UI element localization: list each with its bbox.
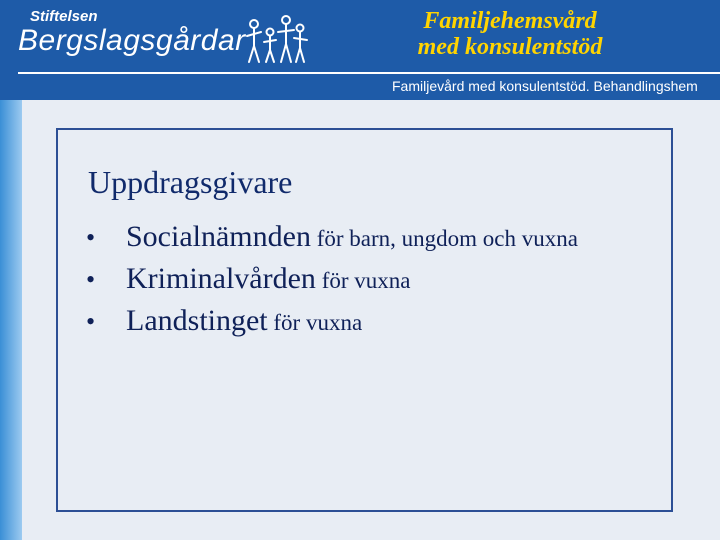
bullet-main-text: Kriminalvården [126, 262, 316, 295]
bullet-sub-text: för barn, ungdom och vuxna [310, 226, 578, 251]
org-name: Bergslagsgårdar [18, 24, 246, 57]
family-figures-icon [242, 10, 310, 66]
bullet-sub-text: för vuxna [315, 268, 411, 293]
list-item [86, 304, 578, 346]
list-item [86, 262, 578, 304]
header-title-line2: med konsulentstöd [417, 34, 603, 60]
header-title-line1: Familjehemsvård [423, 8, 597, 34]
bullet-icon: • [86, 265, 96, 294]
list-item [86, 220, 578, 262]
header-title [370, 8, 650, 60]
bullet-sub-text: för vuxna [267, 310, 363, 335]
header-banner [0, 0, 720, 100]
bullet-icon: • [86, 223, 96, 252]
bullet-icon: • [86, 307, 96, 336]
bullet-main-text: Landstinget [126, 304, 268, 337]
bullet-main-text: Socialnämnden [126, 220, 311, 253]
org-prefix: Stiftelsen [30, 8, 98, 25]
header-tagline: Familjevård med konsulentstöd. Behandlingshem [392, 78, 698, 94]
header-divider [18, 72, 720, 74]
bullet-list [86, 220, 578, 346]
side-gradient-band [0, 100, 22, 540]
slide-heading: Uppdragsgivare [88, 164, 293, 200]
